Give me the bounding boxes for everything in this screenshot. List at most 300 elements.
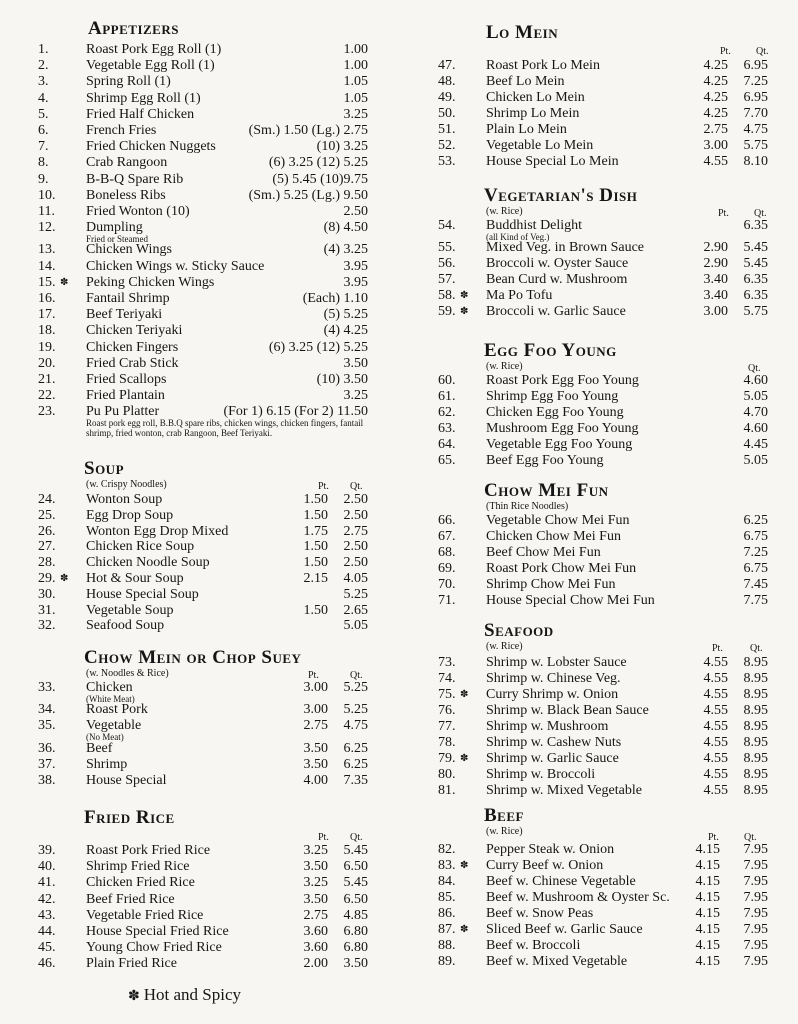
item-name: Boneless Ribs <box>86 187 166 203</box>
item-name: Shrimp Egg Roll (1) <box>86 90 201 106</box>
section-title-egg-foo-young: Egg Foo Young <box>484 340 617 361</box>
item-price: 1.00 <box>343 58 368 74</box>
item-number: 14. <box>38 258 56 274</box>
item-name: Chicken Noodle Soup <box>86 555 210 571</box>
item-name: Beef Fried Rice <box>86 891 175 907</box>
item-number: 5. <box>38 106 49 122</box>
item-name: Mixed Veg. in Brown Sauce <box>486 240 644 255</box>
menu-item <box>438 922 768 938</box>
menu-item <box>438 272 768 288</box>
item-name: Fried Plantain <box>86 388 165 404</box>
item-name: Egg Drop Soup <box>86 507 174 523</box>
item-quart-price: 3.50 <box>343 956 368 972</box>
item-number: 23. <box>38 404 56 420</box>
item-quart-price: 5.45 <box>343 843 368 858</box>
item-quart-price: 6.35 <box>743 218 768 233</box>
menu-item <box>38 204 368 220</box>
item-quart-price: 5.05 <box>343 618 368 634</box>
soup-pint-header: Pt. <box>318 481 329 492</box>
item-quart-price: 8.95 <box>743 655 768 670</box>
item-number: 29. <box>38 571 56 586</box>
item-name: Fantail Shrimp <box>86 291 170 306</box>
item-quart-price: 5.25 <box>343 702 368 718</box>
item-number: 28. <box>38 555 56 571</box>
item-quart-price: 2.50 <box>343 492 368 507</box>
item-name: Vegetable <box>86 718 142 734</box>
menu-item <box>438 735 768 751</box>
menu-item <box>38 91 368 107</box>
menu-item <box>438 906 768 922</box>
item-number: 71. <box>438 593 456 608</box>
item-price: (For 1) 6.15 (For 2) 11.50 <box>223 404 368 420</box>
item-pint-price: 1.50 <box>303 555 328 571</box>
item-number: 1. <box>38 42 49 57</box>
hot-and-spicy-legend <box>128 985 241 1005</box>
item-name: Beef Chow Mei Fun <box>486 545 601 560</box>
item-name: Shrimp w. Lobster Sauce <box>486 655 627 670</box>
item-pint-price: 4.55 <box>703 154 728 169</box>
item-quart-price: 8.95 <box>743 719 768 734</box>
item-quart-price: 4.60 <box>743 421 768 436</box>
item-name: Shrimp w. Mushroom <box>486 719 609 734</box>
vegetarian-subtitle: (w. Rice) <box>486 206 523 217</box>
menu-item <box>38 618 368 634</box>
item-number: 53. <box>438 154 456 169</box>
item-name: Beef w. Broccoli <box>486 938 581 953</box>
menu-item <box>38 702 368 718</box>
item-number: 65. <box>438 453 456 468</box>
item-number: 43. <box>38 907 56 923</box>
menu-item <box>438 405 768 421</box>
menu-item <box>438 513 768 529</box>
item-number: 59. <box>438 304 456 319</box>
section-title-vegetarian: Vegetarian's Dish <box>484 185 638 206</box>
menu-item <box>38 340 368 356</box>
item-price: 1.05 <box>343 90 368 106</box>
spicy-icon: ✽ <box>460 924 469 935</box>
section-title-soup: Soup <box>84 458 125 479</box>
item-number: 69. <box>438 561 456 576</box>
item-number: 85. <box>438 890 456 905</box>
item-number: 27. <box>38 539 56 555</box>
item-name: Roast Pork Fried Rice <box>86 843 211 858</box>
item-name: Roast Pork Lo Mein <box>486 58 600 73</box>
item-quart-price: 7.95 <box>743 858 768 873</box>
item-pint-price: 4.55 <box>703 655 728 670</box>
item-name: Roast Pork Chow Mei Fun <box>486 561 637 576</box>
item-pint-price: 3.50 <box>303 859 328 875</box>
item-number: 55. <box>438 240 456 255</box>
vegetarian-pint-header: Pt. <box>718 208 729 219</box>
item-number: 81. <box>438 783 456 798</box>
item-name: House Special <box>86 773 167 788</box>
item-name: Vegetable Lo Mein <box>486 138 594 153</box>
menu-item <box>38 773 368 789</box>
menu-item <box>38 123 368 139</box>
item-quart-price: 7.25 <box>743 74 768 89</box>
item-quart-price: 5.45 <box>743 240 768 255</box>
vegetarian-quart-header: Qt. <box>754 208 767 219</box>
menu-item <box>438 138 768 154</box>
item-pint-price: 4.25 <box>703 74 728 89</box>
menu-item <box>438 719 768 735</box>
item-quart-price: 8.95 <box>743 671 768 686</box>
menu-item <box>438 561 768 577</box>
item-name: Broccoli w. Oyster Sauce <box>486 256 629 271</box>
item-name: Chicken Egg Foo Young <box>486 405 624 420</box>
item-pint-price: 4.55 <box>703 767 728 782</box>
item-pint-price: 2.75 <box>703 122 728 137</box>
item-pint-price: 4.15 <box>695 922 720 937</box>
item-pint-price: 4.25 <box>703 58 728 73</box>
item-name: Peking Chicken Wings <box>86 274 215 290</box>
item-name: Fried Crab Stick <box>86 355 179 371</box>
item-quart-price: 8.95 <box>743 751 768 766</box>
spicy-icon: ✽ <box>460 306 469 317</box>
section-title-fried-rice: Fried Rice <box>84 807 175 828</box>
section-title-lo-mein: Lo Mein <box>486 22 559 43</box>
item-quart-price: 2.50 <box>343 539 368 555</box>
beef-pint-header: Pt. <box>708 832 719 843</box>
item-name: House Special Lo Mein <box>486 154 619 169</box>
menu-item <box>38 508 368 524</box>
beef-quart-header: Qt. <box>744 832 757 843</box>
item-number: 58. <box>438 288 456 303</box>
item-number: 78. <box>438 735 456 750</box>
item-quart-price: 8.95 <box>743 687 768 702</box>
menu-item <box>438 421 768 437</box>
item-number: 45. <box>38 940 56 956</box>
item-price: (Each) 1.10 <box>302 291 368 306</box>
item-name: Plain Lo Mein <box>486 122 567 137</box>
item-number: 57. <box>438 272 456 287</box>
menu-item <box>438 529 768 545</box>
item-pint-price: 3.25 <box>303 843 328 858</box>
item-number: 26. <box>38 523 56 539</box>
item-pint-price: 4.15 <box>695 954 720 969</box>
item-number: 74. <box>438 671 456 686</box>
spicy-icon: ✽ <box>460 689 469 700</box>
item-quart-price: 4.75 <box>343 718 368 734</box>
menu-item <box>38 539 368 555</box>
menu-item <box>38 908 368 924</box>
item-number: 20. <box>38 355 56 371</box>
menu-item <box>438 671 768 687</box>
item-number: 33. <box>38 680 56 695</box>
item-name: Bean Curd w. Mushroom <box>486 272 628 287</box>
item-number: 4. <box>38 90 49 106</box>
item-name: Buddhist Delight <box>486 218 583 233</box>
item-number: 39. <box>38 843 56 858</box>
section-title-seafood: Seafood <box>484 620 554 641</box>
item-number: 73. <box>438 655 456 670</box>
item-quart-price: 8.95 <box>743 735 768 750</box>
item-pint-price: 4.15 <box>695 890 720 905</box>
item-pint-price: 4.25 <box>703 90 728 105</box>
item-quart-price: 6.50 <box>343 891 368 907</box>
menu-item <box>438 874 768 890</box>
item-name: Curry Shrimp w. Onion <box>486 687 619 702</box>
item-pint-price: 4.55 <box>703 735 728 750</box>
item-number: 36. <box>38 740 56 756</box>
menu-item <box>438 256 768 272</box>
item-quart-price: 7.95 <box>743 874 768 889</box>
item-number: 60. <box>438 373 456 388</box>
item-price: 1.05 <box>343 74 368 90</box>
chow-mei-fun-subtitle: (Thin Rice Noodles) <box>486 501 569 512</box>
item-number: 51. <box>438 122 456 137</box>
item-name: Shrimp Chow Mei Fun <box>486 577 616 592</box>
menu-item <box>38 940 368 956</box>
menu-item <box>38 892 368 908</box>
item-number: 61. <box>438 389 456 404</box>
item-pint-price: 4.15 <box>695 906 720 921</box>
item-quart-price: 7.95 <box>743 954 768 969</box>
chow-mein-subtitle: (w. Noodles & Rice) <box>86 668 169 679</box>
item-pint-price: 3.60 <box>303 924 328 939</box>
menu-item <box>438 954 768 970</box>
item-pint-price: 2.90 <box>703 256 728 271</box>
menu-item <box>38 524 368 540</box>
item-name: Beef w. Chinese Vegetable <box>486 874 636 889</box>
item-name: Fried Chicken Nuggets <box>86 139 216 155</box>
menu-item <box>438 767 768 783</box>
item-name: Shrimp w. Chinese Veg. <box>486 671 621 686</box>
item-number: 34. <box>38 702 56 718</box>
item-pint-price: 3.00 <box>303 680 328 695</box>
item-name: Seafood Soup <box>86 618 165 634</box>
item-price: 2.50 <box>343 204 368 219</box>
section-title-chow-mei-fun: Chow Mei Fun <box>484 480 609 501</box>
item-number: 8. <box>38 155 49 171</box>
menu-item <box>438 58 768 74</box>
legend-label: Hot and Spicy <box>143 985 242 1004</box>
item-name: Fried Wonton (10) <box>86 204 190 219</box>
item-name: Beef w. Snow Peas <box>486 906 594 921</box>
item-quart-price: 5.05 <box>743 389 768 404</box>
item-price: 1.00 <box>343 42 368 57</box>
item-pint-price: 3.50 <box>303 891 328 907</box>
item-number: 40. <box>38 859 56 875</box>
item-quart-price: 8.10 <box>743 154 768 169</box>
menu-item <box>438 842 768 858</box>
item-quart-price: 4.05 <box>343 571 368 586</box>
soup-quart-header: Qt. <box>350 481 363 492</box>
item-name: Shrimp Egg Foo Young <box>486 389 619 404</box>
menu-item <box>438 106 768 122</box>
menu-item <box>438 218 768 242</box>
item-quart-price: 6.50 <box>343 859 368 875</box>
menu-item <box>438 890 768 906</box>
item-number: 56. <box>438 256 456 271</box>
item-name: Vegetable Egg Foo Young <box>486 437 633 452</box>
item-quart-price: 7.25 <box>743 545 768 560</box>
item-number: 54. <box>438 218 456 233</box>
item-quart-price: 4.70 <box>743 405 768 420</box>
spicy-icon: ✽ <box>460 860 469 871</box>
item-note: (all Kind of Veg.) <box>486 232 550 242</box>
item-name: Shrimp <box>86 756 128 772</box>
item-number: 22. <box>38 388 56 404</box>
item-quart-price: 6.80 <box>343 924 368 939</box>
pupu-platter-description: Roast pork egg roll, B.B.Q spare ribs, chicken wings, chicken fingers, fantail shrimp, fried wonton, crab Rangoon, Beef Teriyaki. <box>86 418 364 438</box>
item-name: Vegetable Fried Rice <box>86 907 204 923</box>
item-pint-price: 1.50 <box>303 602 328 618</box>
item-pint-price: 3.40 <box>703 272 728 287</box>
item-pint-price: 3.50 <box>303 740 328 756</box>
item-pint-price: 2.75 <box>303 718 328 734</box>
item-name: Pepper Steak w. Onion <box>486 842 615 857</box>
menu-item <box>38 172 368 188</box>
item-quart-price: 6.25 <box>343 740 368 756</box>
item-number: 68. <box>438 545 456 560</box>
item-price: (Sm.) 5.25 (Lg.) 9.50 <box>248 187 368 203</box>
item-price: 3.95 <box>343 258 368 274</box>
item-quart-price: 2.50 <box>343 555 368 571</box>
item-number: 21. <box>38 372 56 387</box>
menu-item <box>438 240 768 256</box>
item-name: Ma Po Tofu <box>486 288 553 303</box>
menu-item <box>38 323 368 339</box>
menu-item <box>438 783 768 799</box>
item-number: 37. <box>38 756 56 772</box>
item-quart-price: 6.25 <box>743 513 768 528</box>
item-number: 62. <box>438 405 456 420</box>
menu-item <box>438 288 768 304</box>
menu-item <box>438 304 768 320</box>
item-name: Fried Half Chicken <box>86 106 195 122</box>
item-pint-price: 3.60 <box>303 940 328 956</box>
menu-item <box>38 307 368 323</box>
item-pint-price: 2.75 <box>303 907 328 923</box>
item-number: 88. <box>438 938 456 953</box>
menu-item <box>438 154 768 170</box>
item-name: Wonton Soup <box>86 492 163 507</box>
menu-item <box>438 655 768 671</box>
item-number: 52. <box>438 138 456 153</box>
item-price: (4) 4.25 <box>323 323 368 339</box>
item-number: 16. <box>38 291 56 306</box>
chow-mein-pint-header: Pt. <box>308 670 319 681</box>
menu-item <box>38 492 368 508</box>
item-number: 66. <box>438 513 456 528</box>
item-number: 19. <box>38 339 56 355</box>
menu-item <box>38 242 368 258</box>
item-number: 70. <box>438 577 456 592</box>
menu-item <box>38 956 368 972</box>
item-name: Chicken Teriyaki <box>86 323 183 339</box>
item-quart-price: 2.50 <box>343 507 368 523</box>
menu-item <box>438 545 768 561</box>
lo-mein-pint-header: Pt. <box>720 46 731 57</box>
item-name: Beef <box>86 740 113 756</box>
item-quart-price: 7.70 <box>743 106 768 121</box>
item-name: Plain Fried Rice <box>86 956 177 972</box>
item-name: Vegetable Egg Roll (1) <box>86 58 215 74</box>
item-number: 35. <box>38 718 56 734</box>
item-name: Shrimp w. Mixed Vegetable <box>486 783 642 798</box>
item-quart-price: 5.75 <box>743 138 768 153</box>
item-pint-price: 4.15 <box>695 874 720 889</box>
menu-item <box>38 718 368 743</box>
item-number: 50. <box>438 106 456 121</box>
item-pint-price: 3.00 <box>703 138 728 153</box>
item-number: 49. <box>438 90 456 105</box>
menu-item <box>38 587 368 603</box>
menu-item <box>38 555 368 571</box>
item-number: 77. <box>438 719 456 734</box>
item-quart-price: 5.75 <box>743 304 768 319</box>
soup-subtitle: (w. Crispy Noodles) <box>86 479 167 490</box>
item-name: Beef Lo Mein <box>486 74 565 89</box>
menu-item <box>438 751 768 767</box>
menu-item <box>38 291 368 307</box>
item-number: 31. <box>38 602 56 618</box>
item-note: Fried or Steamed <box>86 234 148 245</box>
item-pint-price: 2.15 <box>303 571 328 586</box>
fried-rice-pint-header: Pt. <box>318 832 329 843</box>
menu-item <box>438 389 768 405</box>
item-pint-price: 4.15 <box>695 938 720 953</box>
menu-item <box>438 122 768 138</box>
menu-item <box>438 593 768 609</box>
item-quart-price: 2.75 <box>343 523 368 539</box>
item-name: House Special Soup <box>86 586 199 602</box>
item-name: Shrimp w. Cashew Nuts <box>486 735 622 750</box>
item-price: 3.25 <box>343 106 368 122</box>
spicy-icon: ✽ <box>460 753 469 764</box>
item-quart-price: 5.25 <box>343 586 368 602</box>
item-price: (Sm.) 1.50 (Lg.) 2.75 <box>248 123 368 138</box>
item-name: Mushroom Egg Foo Young <box>486 421 639 436</box>
menu-item <box>38 275 368 291</box>
item-pint-price: 4.55 <box>703 687 728 702</box>
item-number: 80. <box>438 767 456 782</box>
item-number: 76. <box>438 703 456 718</box>
item-number: 84. <box>438 874 456 889</box>
item-name: Hot & Sour Soup <box>86 571 184 586</box>
item-quart-price: 6.95 <box>743 58 768 73</box>
item-pint-price: 3.25 <box>303 875 328 891</box>
item-quart-price: 8.95 <box>743 783 768 798</box>
item-number: 75. <box>438 687 456 702</box>
menu-item <box>38 139 368 155</box>
beef-subtitle: (w. Rice) <box>486 826 523 837</box>
item-quart-price: 4.85 <box>343 907 368 923</box>
item-price: (10) 3.25 <box>316 139 368 155</box>
item-number: 3. <box>38 74 49 90</box>
item-number: 17. <box>38 307 56 323</box>
item-pint-price: 4.55 <box>703 783 728 798</box>
item-number: 6. <box>38 123 49 138</box>
item-quart-price: 8.95 <box>743 703 768 718</box>
item-name: Shrimp w. Garlic Sauce <box>486 751 619 766</box>
item-number: 30. <box>38 586 56 602</box>
item-quart-price: 4.45 <box>743 437 768 452</box>
item-name: Pu Pu Platter <box>86 404 160 420</box>
item-number: 47. <box>438 58 456 73</box>
item-number: 48. <box>438 74 456 89</box>
item-name: Shrimp w. Black Bean Sauce <box>486 703 649 718</box>
item-quart-price: 7.95 <box>743 938 768 953</box>
item-pint-price: 4.25 <box>703 106 728 121</box>
item-name: Beef w. Mushroom & Oyster Sc. <box>486 890 670 905</box>
menu-item <box>38 875 368 891</box>
item-number: 38. <box>38 773 56 788</box>
item-name: Chicken Chow Mei Fun <box>486 529 621 544</box>
item-pint-price: 3.00 <box>703 304 728 319</box>
seafood-quart-header: Qt. <box>750 643 763 654</box>
